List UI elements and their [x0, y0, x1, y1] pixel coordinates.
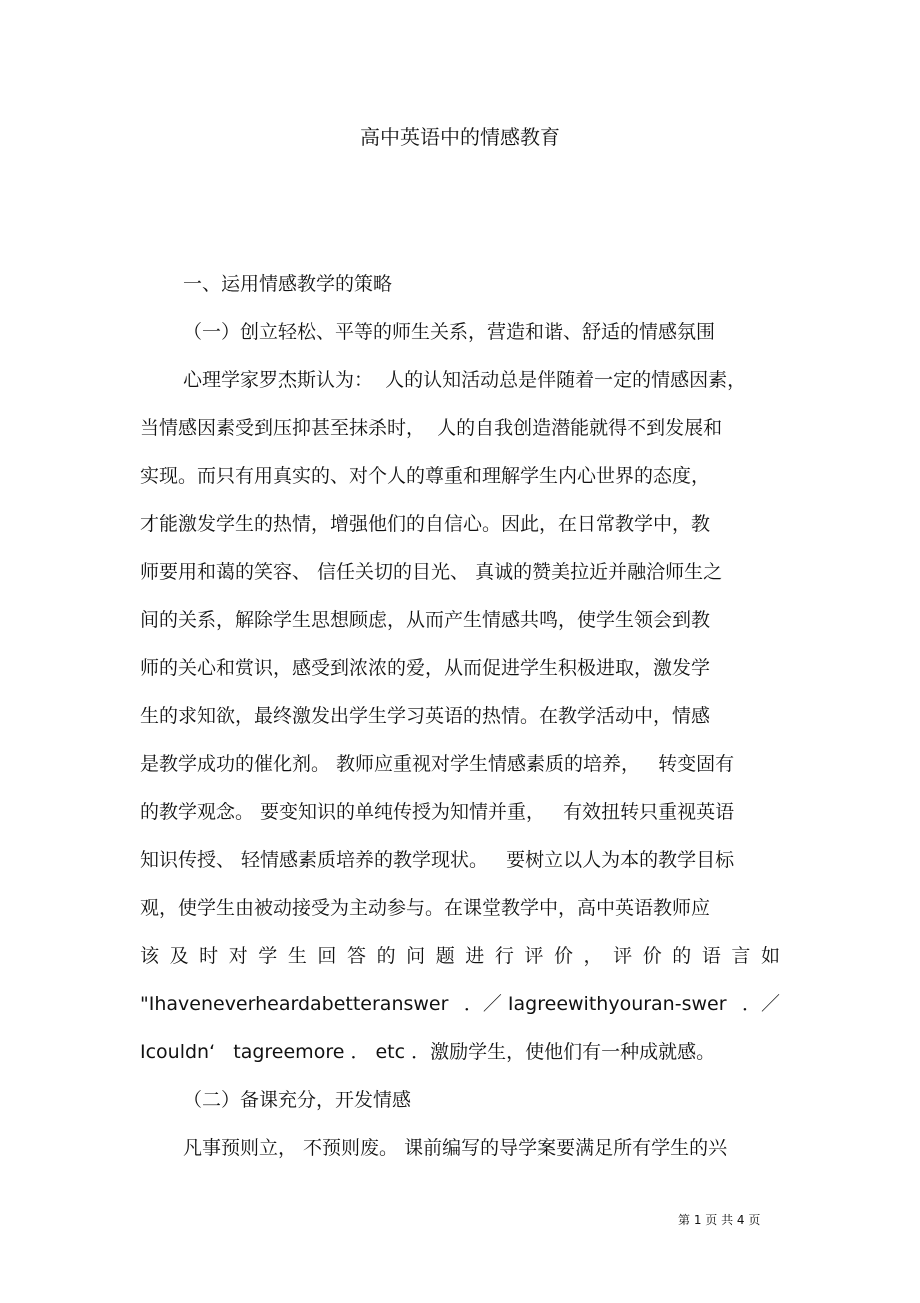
section-heading: 一、运用情感教学的策略: [183, 273, 393, 295]
page-number-footer: 第 1 页 共 4 页: [678, 1213, 761, 1227]
paragraph-line: 当情感因素受到压抑甚至抹杀时， 人的自我创造潜能就得不到发展和: [140, 417, 723, 439]
paragraph-line: 知识传授、 轻情感素质培养的教学现状。 要树立以人为本的教学目标: [140, 849, 735, 871]
english-example-line: [140, 991, 780, 1017]
paragraph-line: 生的求知欲，最终激发出学生学习英语的热情。在教学活动中，情感: [140, 705, 711, 727]
english-example-part: ．／ Iagreewithyouran-swer: [463, 993, 727, 1015]
paragraph-line: 凡事预则立， 不预则废。 课前编写的导学案要满足所有学生的兴: [183, 1137, 728, 1159]
paragraph-line: 观，使学生由被动接受为主动参与。在课堂教学中，高中英语教师应: [140, 897, 711, 919]
paragraph-line: Icouldn‘ tagreemore ． etc ．激励学生，使他们有一种成就感。: [140, 1041, 716, 1063]
paragraph-line: 是教学成功的催化剂。 教师应重视对学生情感素质的培养， 转变固有: [140, 753, 735, 775]
subsection-heading: （二）备课充分，开发情感: [183, 1089, 412, 1111]
paragraph-line: 的教学观念。 要变知识的单纯传授为知情并重， 有效扭转只重视英语: [140, 801, 735, 823]
document-title: 高中英语中的情感教育: [360, 125, 560, 149]
paragraph-line: 实现。而只有用真实的、对个人的尊重和理解学生内心世界的态度，: [140, 465, 711, 487]
paragraph-line: 间的关系，解除学生思想顾虑，从而产生情感共鸣，使学生领会到教: [140, 609, 711, 631]
paragraph-line: 师要用和蔼的笑容、 信任关切的目光、 真诚的赞美拉近并融洽师生之: [140, 561, 723, 583]
paragraph-line: 师的关心和赏识，感受到浓浓的爱，从而促进学生积极进取，激发学: [140, 657, 711, 679]
english-example-part: ．／: [741, 993, 780, 1015]
english-example-part: "Ihaveneverheardabetteranswer: [140, 993, 449, 1015]
paragraph-line: 心理学家罗杰斯认为： 人的认知活动总是伴随着一定的情感因素，: [183, 369, 747, 391]
paragraph-line: 才能激发学生的热情，增强他们的自信心。因此，在日常教学中，教: [140, 513, 711, 535]
paragraph-line: 该及时对学生回答的问题进行评价，评价的语言如: [140, 945, 780, 967]
subsection-heading: （一）创立轻松、平等的师生关系，营造和谐、舒适的情感氛围: [183, 321, 716, 343]
